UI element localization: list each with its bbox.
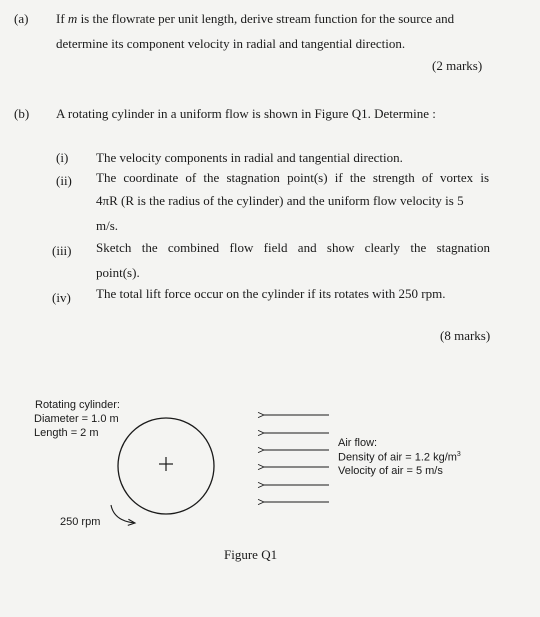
- part-a-line1-post: is the flowrate per unit length, derive stream function for the source and: [77, 11, 455, 26]
- item-iii-text-line1: Sketch the combined flow field and show clearly the stagnation: [96, 240, 490, 255]
- item-ii-text-line3: m/s.: [96, 218, 119, 233]
- part-b-marks: (8 marks): [440, 328, 491, 343]
- air-flow-label: Air flow:: [338, 437, 378, 449]
- part-a-label: (a): [14, 11, 29, 26]
- part-a-question-line2: determine its component velocity in radial and tangential direction.: [56, 36, 406, 51]
- part-b-label: (b): [14, 106, 30, 121]
- item-ii-text-line2: 4πR (R is the radius of the cylinder) and the uniform flow velocity is 5: [96, 193, 464, 208]
- figure-caption: Figure Q1: [224, 547, 278, 562]
- item-i-text: The velocity components in radial and tangential direction.: [96, 150, 403, 165]
- air-density-text: Density of air = 1.2 kg/m: [338, 451, 457, 464]
- cylinder-diameter: Diameter = 1.0 m: [34, 413, 119, 425]
- item-ii-number: (ii): [56, 173, 72, 188]
- rotation-arrow: [111, 505, 135, 523]
- item-iii-number: (iii): [52, 243, 72, 258]
- air-density-exponent: 3: [456, 451, 461, 458]
- rotation-speed: 250 rpm: [60, 516, 101, 528]
- cylinder-length: Length = 2 m: [34, 427, 99, 439]
- air-velocity: Velocity of air = 5 m/s: [338, 465, 443, 477]
- item-iv-text: The total lift force occur on the cylinder if its rotates with 250 rpm.: [96, 286, 446, 301]
- part-a-line1-pre: If: [56, 11, 68, 26]
- cylinder-label: Rotating cylinder:: [35, 399, 120, 411]
- item-ii-text-line1: The coordinate of the stagnation point(s) if the strength of vortex is: [96, 170, 489, 185]
- cylinder-center-mark: [159, 457, 173, 471]
- part-a-marks: (2 marks): [432, 58, 483, 73]
- item-iii-text-line2: point(s).: [96, 265, 140, 280]
- item-i-number: (i): [56, 150, 69, 165]
- item-iv-number: (iv): [52, 290, 71, 305]
- airflow-arrows: [264, 415, 329, 502]
- flowrate-variable: m: [67, 11, 78, 26]
- part-b-intro: A rotating cylinder in a uniform flow is shown in Figure Q1. Determine :: [56, 106, 436, 121]
